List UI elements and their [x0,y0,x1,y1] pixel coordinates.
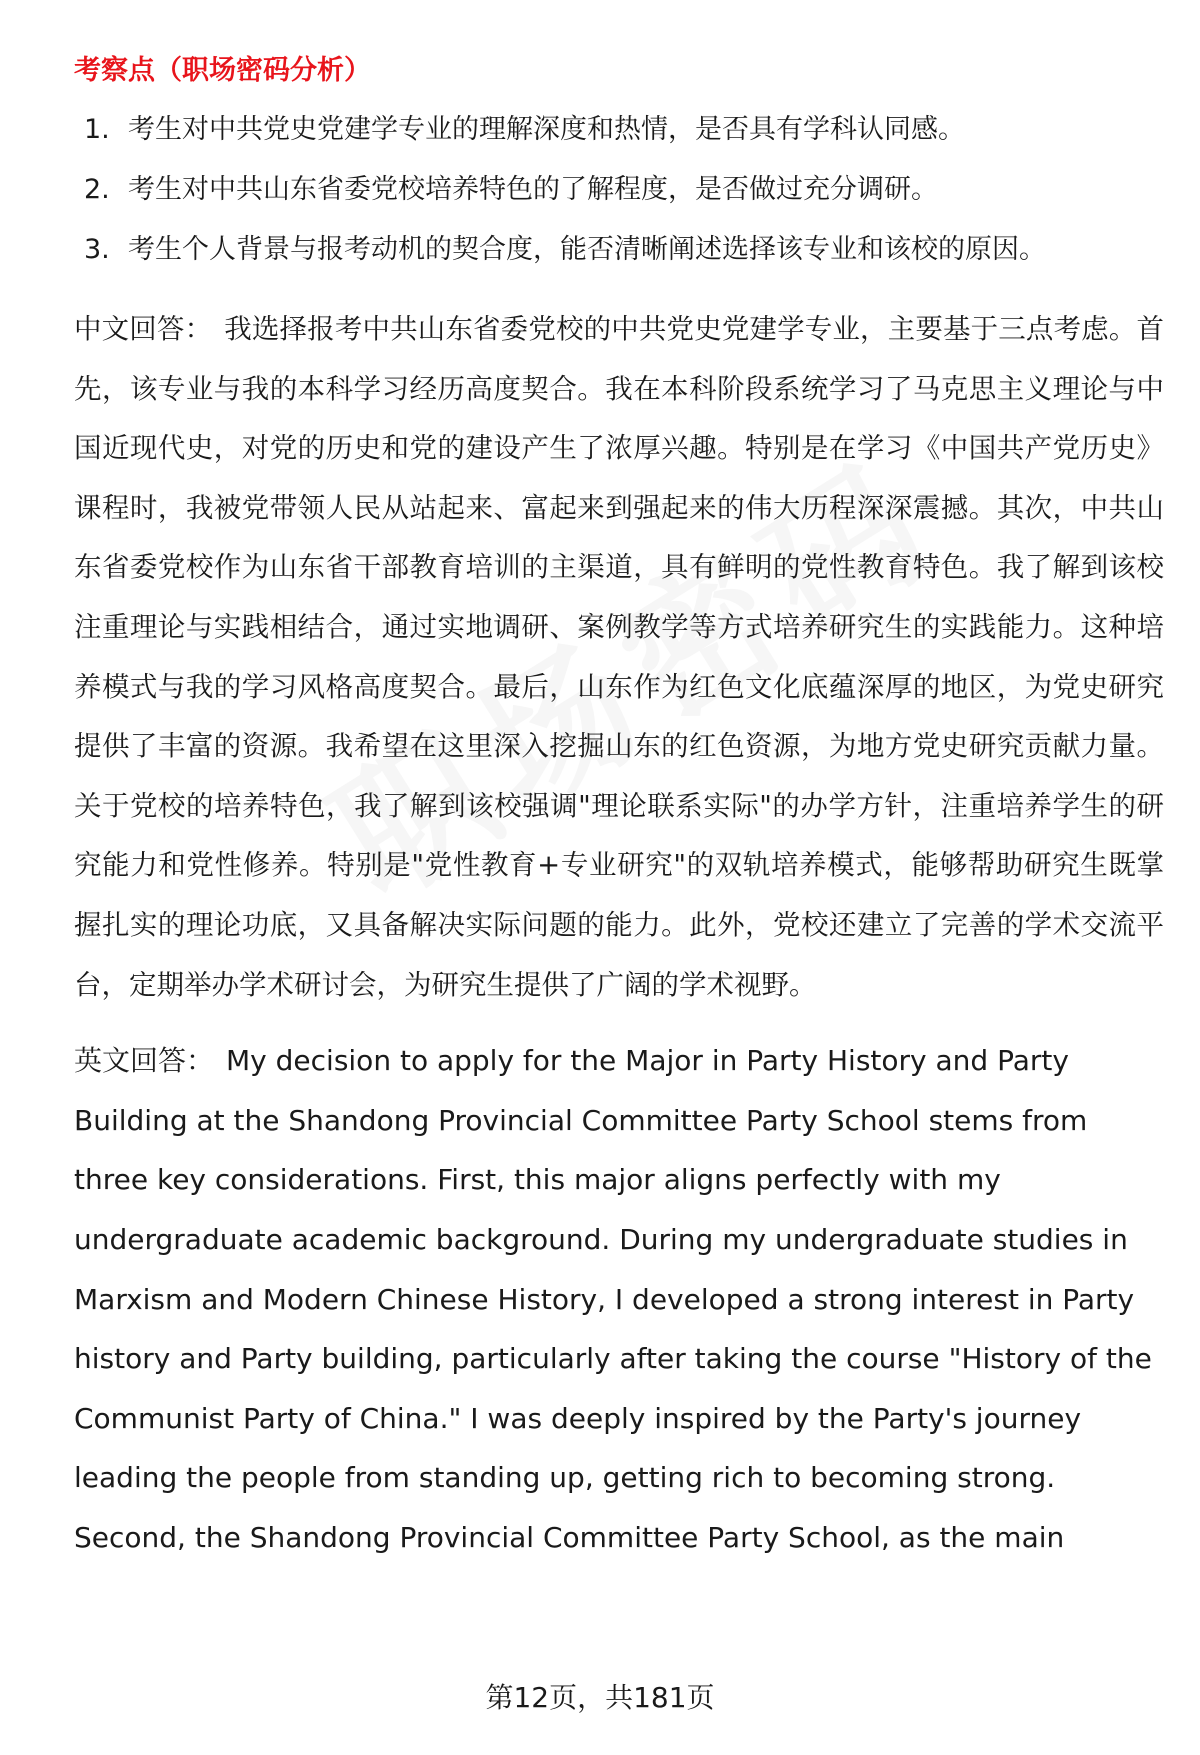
chinese-answer-label: 中文回答： [74,313,213,345]
list-item-text: 考生对中共党史党建学专业的理解深度和热情，是否具有学科认同感。 [128,114,965,145]
assessment-points-list [74,110,1164,270]
english-answer-text: My decision to apply for the Major in Party History and Party Building at the Shandong Provincial Committee Party School stems from three key considerations. First, this major aligns perfectly with my undergraduate academic background. During my undergraduate studies in Marxism and Modern Chinese History, I developed a strong interest in Party history and Party building, particularly after taking the course "History of the Communist Party of China." I was deeply inspired by the Party's journey leading the people from standing up, getting rich to becoming strong. Second, the Shandong Provincial Committee Party School, as the main [74,1044,1152,1554]
list-item-number: 3. [84,234,110,265]
english-answer-label: 英文回答： [74,1044,215,1078]
english-answer-paragraph [74,1031,1164,1567]
list-item [84,230,1164,270]
chinese-answer-paragraph [74,300,1164,1015]
section-title: 考察点（职场密码分析） [74,55,371,86]
list-item-number: 2. [84,174,110,205]
chinese-answer-text: 我选择报考中共山东省委党校的中共党史党建学专业，主要基于三点考虑。首先，该专业与我的本科学习经历高度契合。我在本科阶段系统学习了马克思主义理论与中国近现代史，对党的历史和党的建设产生了浓厚兴趣。特别是在学习《中国共产党历史》课程时，我被党带领人民从站起来、富起来到强起来的伟大历程深深震撼。其次，中共山东省委党校作为山东省干部教育培训的主渠道，具有鲜明的党性教育特色。我了解到该校注重理论与实践相结合，通过实地调研、案例教学等方式培养研究生的实践能力。这种培养模式与我的学习风格高度契合。最后，山东作为红色文化底蕴深厚的地区，为党史研究提供了丰富的资源。我希望在这里深入挖掘山东的红色资源，为地方党史研究贡献力量。关于党校的培养特色，我了解到该校强调"理论联系实际"的办学方针，注重培养学生的研究能力和党性修养。特别是"党性教育+专业研究"的双轨培养模式，能够帮助研究生既掌握扎实的理论功底，又具备解决实际问题的能力。此外，党校还建立了完善的学术交流平台，定期举办学术研讨会，为研究生提供了广阔的学术视野。 [74,313,1165,1001]
document-page [74,52,1164,1583]
list-item-text: 考生个人背景与报考动机的契合度，能否清晰阐述选择该专业和该校的原因。 [128,234,1046,265]
list-item-number: 1. [84,114,110,145]
list-item [84,170,1164,210]
list-item-text: 考生对中共山东省委党校培养特色的了解程度，是否做过充分调研。 [128,174,938,205]
list-item [84,110,1164,150]
page-indicator: 第12页，共181页 [485,1681,715,1714]
